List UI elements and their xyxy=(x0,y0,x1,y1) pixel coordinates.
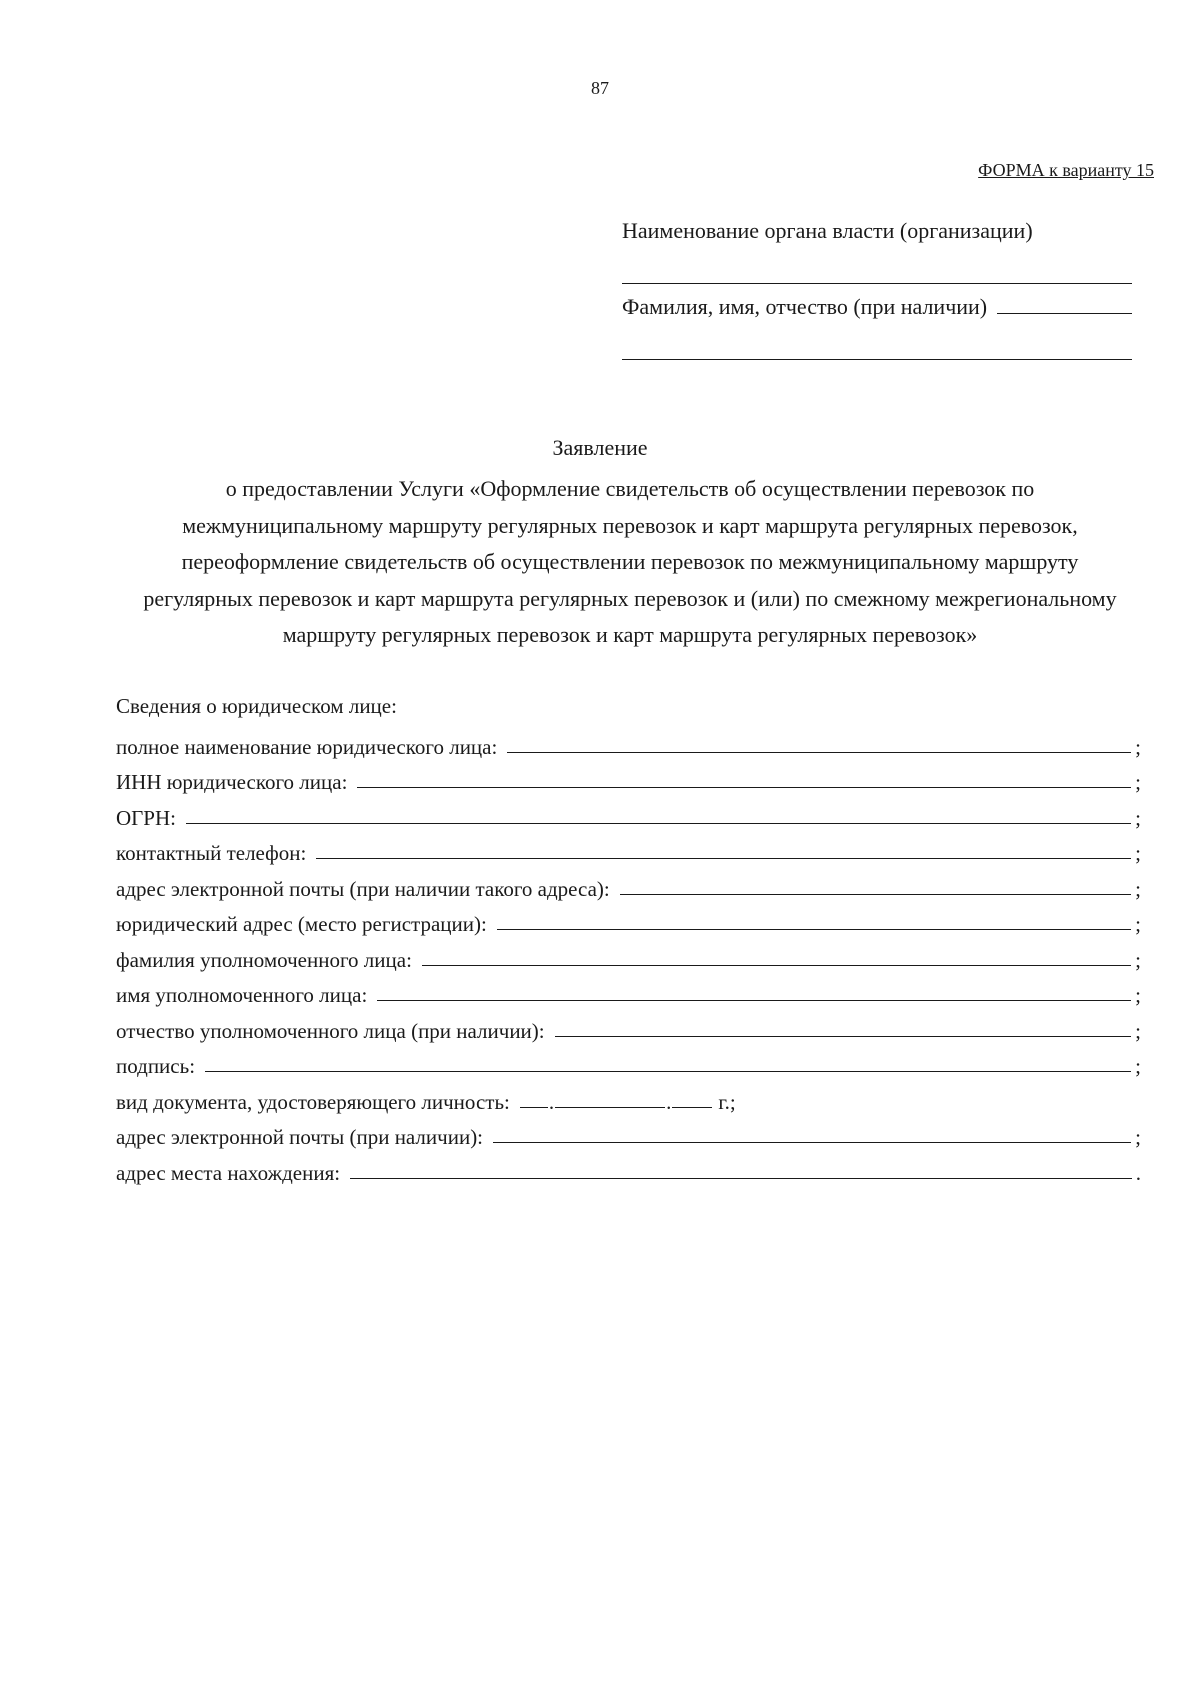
field-label: имя уполномоченного лица: xyxy=(116,983,368,1007)
signature-field[interactable] xyxy=(205,1071,1131,1072)
page-number: 87 xyxy=(591,78,609,98)
phone-field[interactable] xyxy=(316,858,1131,859)
email-field[interactable] xyxy=(620,894,1131,895)
legal-address-field[interactable] xyxy=(497,929,1131,930)
document-year-field[interactable] xyxy=(672,1107,712,1108)
field-label: адрес места нахождения: xyxy=(116,1160,341,1185)
field-row-signature xyxy=(116,1044,1141,1080)
field-label: вид документа, удостоверяющего личность: xyxy=(116,1089,510,1114)
addressee-authority-label xyxy=(622,218,1132,244)
section-heading: Сведения о юридическом лице: xyxy=(116,694,397,718)
field-row-patronymic xyxy=(116,1008,1141,1044)
field-end: . xyxy=(1135,1160,1141,1185)
field-row-surname xyxy=(116,937,1141,973)
field-row-email xyxy=(116,866,1141,902)
surname-field[interactable] xyxy=(422,965,1131,966)
authority-label-text: Наименование органа власти (организации) xyxy=(622,218,1033,243)
full-name-field[interactable] xyxy=(507,752,1131,753)
field-row-identity-document xyxy=(116,1079,1141,1115)
year-suffix: г.; xyxy=(718,1089,736,1114)
field-end: ; xyxy=(1135,1054,1141,1078)
field-row-legal-address xyxy=(116,902,1141,938)
field-label: фамилия уполномоченного лица: xyxy=(116,947,412,972)
document-subtitle: о предоставлении Услуги «Оформление свидетельств об осуществлении перевозок по межмуниципальному маршруту регулярных перевозок и карт маршрута регулярных перевозок, переоформление свидетельств об осуществлении перевозок по межмуниципальному маршруту регулярных перевозок и карт маршрута регулярных перевозок и (или) по смежному межрегиональному маршруту регулярных перевозок и карт маршрута регулярных перевозок» xyxy=(143,476,1117,647)
field-end: ; xyxy=(1135,912,1141,936)
field-end: ; xyxy=(1135,770,1141,794)
form-reference: ФОРМА к варианту 15 xyxy=(978,160,1154,180)
fio-field[interactable] xyxy=(622,359,1132,360)
field-row-ogrn xyxy=(116,795,1141,831)
field-end: ; xyxy=(1135,734,1141,759)
inn-field[interactable] xyxy=(357,787,1131,788)
field-label: юридический адрес (место регистрации): xyxy=(116,912,487,936)
field-label: отчество уполномоченного лица (при наличии): xyxy=(116,1018,545,1043)
fio-label-text: Фамилия, имя, отчество (при наличии) xyxy=(622,294,988,319)
legal-entity-section xyxy=(116,688,1141,1186)
location-address-field[interactable] xyxy=(350,1178,1132,1179)
first-name-field[interactable] xyxy=(377,1000,1131,1001)
field-end: ; xyxy=(1135,841,1141,865)
field-label: ОГРН: xyxy=(116,805,176,830)
field-label: подпись: xyxy=(116,1054,196,1078)
field-row-full-name xyxy=(116,724,1141,760)
addressee-fio-row xyxy=(622,294,1132,320)
ogrn-field[interactable] xyxy=(186,823,1131,824)
field-end: ; xyxy=(1135,876,1141,901)
field-end: ; xyxy=(1135,947,1141,972)
document-day-field[interactable] xyxy=(520,1107,548,1108)
field-row-location-address xyxy=(116,1150,1141,1186)
field-label: адрес электронной почты (при наличии): xyxy=(116,1125,484,1149)
field-row-first-name xyxy=(116,973,1141,1009)
field-row-phone xyxy=(116,831,1141,867)
field-end: ; xyxy=(1135,983,1141,1007)
field-end: ; xyxy=(1135,1018,1141,1043)
authority-name-field[interactable] xyxy=(622,283,1132,284)
field-label: контактный телефон: xyxy=(116,841,307,865)
email-2-field[interactable] xyxy=(493,1142,1131,1143)
date-separator: . xyxy=(666,1089,672,1114)
field-end: ; xyxy=(1135,1125,1141,1149)
date-separator: . xyxy=(548,1089,555,1114)
field-label: ИНН юридического лица: xyxy=(116,770,348,794)
patronymic-field[interactable] xyxy=(555,1036,1132,1037)
fio-field-inline[interactable] xyxy=(997,313,1132,314)
document-title: Заявление xyxy=(552,435,648,460)
field-row-email-2 xyxy=(116,1115,1141,1151)
field-label: адрес электронной почты (при наличии такого адреса): xyxy=(116,876,610,901)
document-month-field[interactable] xyxy=(555,1107,665,1108)
field-label: полное наименование юридического лица: xyxy=(116,734,498,759)
field-end: ; xyxy=(1135,805,1141,830)
field-row-inn xyxy=(116,760,1141,796)
